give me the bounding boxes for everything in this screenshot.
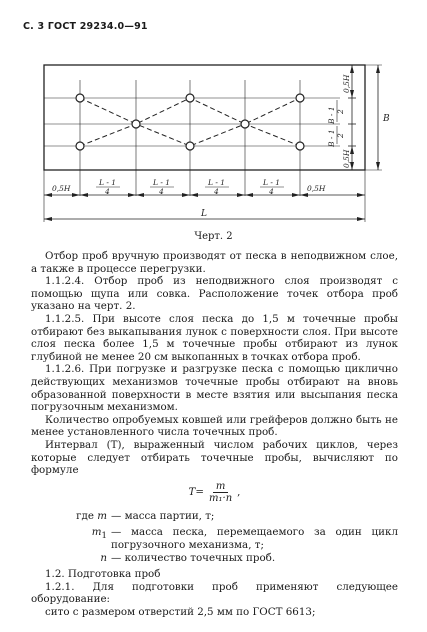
paragraph: 1.1.2.6. При погрузке и разгрузке песка с помощью циклично действующих механизмов точечные пробы отбирают на вновь образованной поверхности в месте взятия или высыпания песка погрузочным механизмом. <box>31 363 398 414</box>
dim-segment-3-num: L - 1 <box>208 178 226 187</box>
formula-tail: , <box>237 486 241 499</box>
sampling-point <box>296 142 304 150</box>
dim-width: B <box>383 114 390 124</box>
dim-segment-4-num: L - 1 <box>263 178 281 187</box>
sampling-point <box>186 142 194 150</box>
dim-half-h-top: 0,5H <box>342 74 351 93</box>
dim-half-h-bottom: 0,5H <box>342 149 351 168</box>
paragraph: Отбор проб вручную производят от песка в неподвижном слое, а также в процессе перегрузки. <box>31 250 398 275</box>
symbol-definitions <box>31 510 398 568</box>
sampling-points-drawing <box>0 0 427 232</box>
sampling-point <box>241 120 249 128</box>
definition-text: — масса песка, перемещаемого за один цикл погрузочного механизма, т; <box>111 526 398 551</box>
dim-segment-1-den: 4 <box>105 187 110 196</box>
dim-b-segment-2-den: 2 <box>336 133 345 138</box>
dim-b-segment-1-num: B - 1 <box>327 106 336 124</box>
paragraph: 1.1.2.4. Отбор проб из неподвижного слоя производят с помощью щупа или совка. Расположение точек отбора проб указано на черт. 2. <box>31 275 398 313</box>
dim-segment-3-den: 4 <box>214 187 219 196</box>
definition-row <box>31 526 398 551</box>
definition-text: — количество точечных проб. <box>111 551 276 564</box>
figure-caption: Черт. 2 <box>194 231 233 242</box>
formula-fraction <box>206 481 235 504</box>
definition-symbol: m <box>91 526 102 539</box>
paragraph: сито с размером отверстий 2,5 мм по ГОСТ 6613; <box>45 605 316 618</box>
definition-prefix: где <box>76 509 98 522</box>
dim-length: L <box>201 209 207 219</box>
dim-segment-2-den: 4 <box>159 187 164 196</box>
formula-lhs: T= <box>188 486 205 499</box>
dim-half-h-left: 0,5H <box>52 184 71 193</box>
definition-text: — масса партии, т; <box>111 509 215 522</box>
paragraph: 1.1.2.5. При высоте слоя песка до 1,5 м точечные пробы отбирают без выкапывания лунок с поверхности слоя. При высоте слоя песка более 1,5 м точечные пробы отбирают из лунок глубиной не менее 20 см выкопанных в точках отбора проб. <box>31 312 398 363</box>
sand-layer-outline <box>44 65 365 170</box>
paragraph: 1.2.1. Для подготовки проб применяют следующее оборудование: <box>31 580 398 606</box>
formula-denominator: m₁·n <box>209 493 233 505</box>
sampling-point <box>296 94 304 102</box>
dim-segment-2-num: L - 1 <box>153 178 171 187</box>
definition-row <box>31 552 398 569</box>
dim-segment-4-den: 4 <box>269 187 274 196</box>
sampling-point <box>132 120 140 128</box>
dim-b-segment-2-num: B - 1 <box>327 129 336 147</box>
dim-half-h-right: 0,5H <box>307 184 326 193</box>
dim-segment-1-num: L - 1 <box>99 178 117 187</box>
interval-formula <box>31 478 398 508</box>
section-heading: 1.2. Подготовка проб <box>45 568 161 581</box>
paragraph: Интервал (T), выраженный числом рабочих циклов, через которые следует отбирать точечные пробы, вычисляют по формуле <box>31 438 398 477</box>
definition-symbol: m <box>97 509 107 522</box>
formula-numerator: m <box>213 481 228 493</box>
definition-subscript: 1 <box>101 531 107 542</box>
sampling-point <box>186 94 194 102</box>
sampling-point <box>76 94 84 102</box>
paragraph: Количество опробуемых ковшей или грейферов должно быть не менее установленного числа точечных проб. <box>31 413 398 439</box>
dim-b-segment-1-den: 2 <box>336 109 345 114</box>
definition-row <box>31 510 398 527</box>
sampling-point <box>76 142 84 150</box>
page-header: С. 3 ГОСТ 29234.0—91 <box>23 21 148 32</box>
document-body <box>31 250 398 619</box>
definition-symbol: n <box>100 551 107 564</box>
